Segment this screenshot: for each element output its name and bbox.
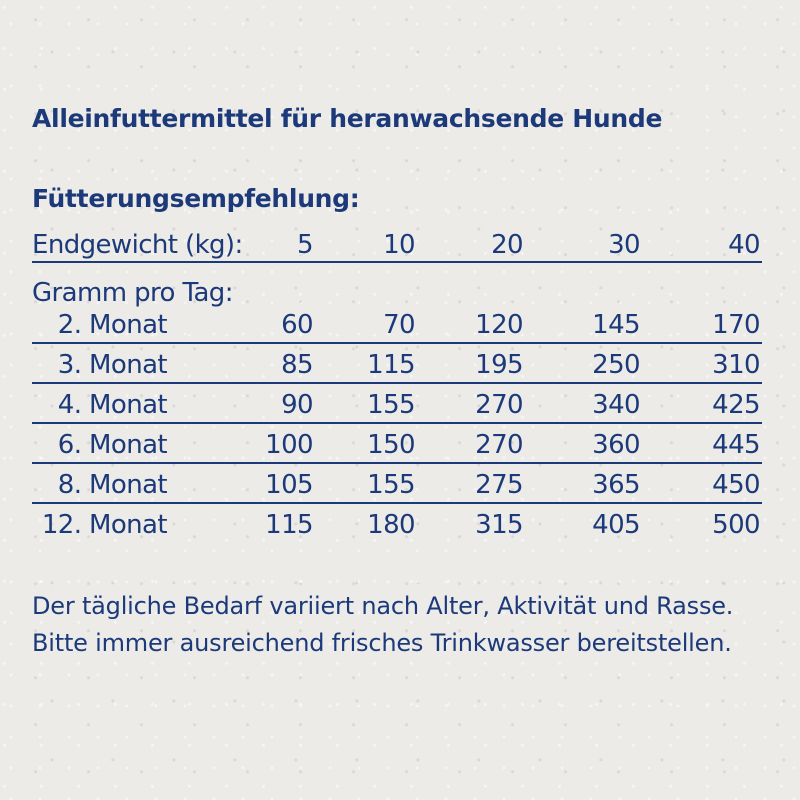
row-label: 4. Monat: [57, 390, 167, 420]
table-cell: 340: [592, 390, 640, 420]
table-cell: 180: [367, 510, 415, 540]
table-cell: 155: [367, 390, 415, 420]
gram-label: Gramm pro Tag:: [32, 278, 233, 308]
table-cell: 85: [281, 350, 313, 380]
table-cell: 270: [475, 390, 523, 420]
table-cell: 500: [712, 510, 760, 540]
table-cell: 425: [712, 390, 760, 420]
table-cell: 365: [592, 470, 640, 500]
row-divider: [32, 342, 762, 344]
table-cell: 310: [712, 350, 760, 380]
table-cell: 170: [712, 310, 760, 340]
table-cell: 90: [281, 390, 313, 420]
table-cell: 360: [592, 430, 640, 460]
row-divider: [32, 502, 762, 504]
table-cell: 115: [265, 510, 313, 540]
table-cell: 270: [475, 430, 523, 460]
row-divider: [32, 382, 762, 384]
weight-header-cell: 5: [297, 230, 313, 260]
row-label: 12. Monat: [41, 510, 167, 540]
weight-header-cell: 40: [728, 230, 760, 260]
section-heading: Fütterungsempfehlung:: [32, 184, 360, 213]
row-divider: [32, 422, 762, 424]
weight-header-cell: 30: [608, 230, 640, 260]
table-cell: 150: [367, 430, 415, 460]
table-cell: 275: [475, 470, 523, 500]
table-cell: 155: [367, 470, 415, 500]
table-cell: 315: [475, 510, 523, 540]
table-cell: 195: [475, 350, 523, 380]
row-divider: [32, 462, 762, 464]
table-cell: 250: [592, 350, 640, 380]
table-cell: 445: [712, 430, 760, 460]
table-cell: 100: [265, 430, 313, 460]
header-divider: [32, 261, 762, 263]
table-cell: 70: [383, 310, 415, 340]
table-cell: 405: [592, 510, 640, 540]
feeding-note: Der tägliche Bedarf variiert nach Alter, Aktivität und Rasse. Bitte immer ausreichend frisches Trinkwasser bereitstellen.: [32, 592, 734, 657]
table-cell: 115: [367, 350, 415, 380]
table-cell: 145: [592, 310, 640, 340]
row-label: 3. Monat: [57, 350, 167, 380]
table-cell: 105: [265, 470, 313, 500]
weight-label: Endgewicht (kg):: [32, 230, 243, 260]
weight-header-cell: 20: [491, 230, 523, 260]
table-cell: 60: [281, 310, 313, 340]
row-label: 8. Monat: [57, 470, 167, 500]
table-cell: 450: [712, 470, 760, 500]
row-label: 6. Monat: [57, 430, 167, 460]
table-cell: 120: [475, 310, 523, 340]
weight-header-cell: 10: [383, 230, 415, 260]
page-title: Alleinfuttermittel für heranwachsende Hunde: [32, 104, 663, 133]
row-label: 2. Monat: [57, 310, 167, 340]
